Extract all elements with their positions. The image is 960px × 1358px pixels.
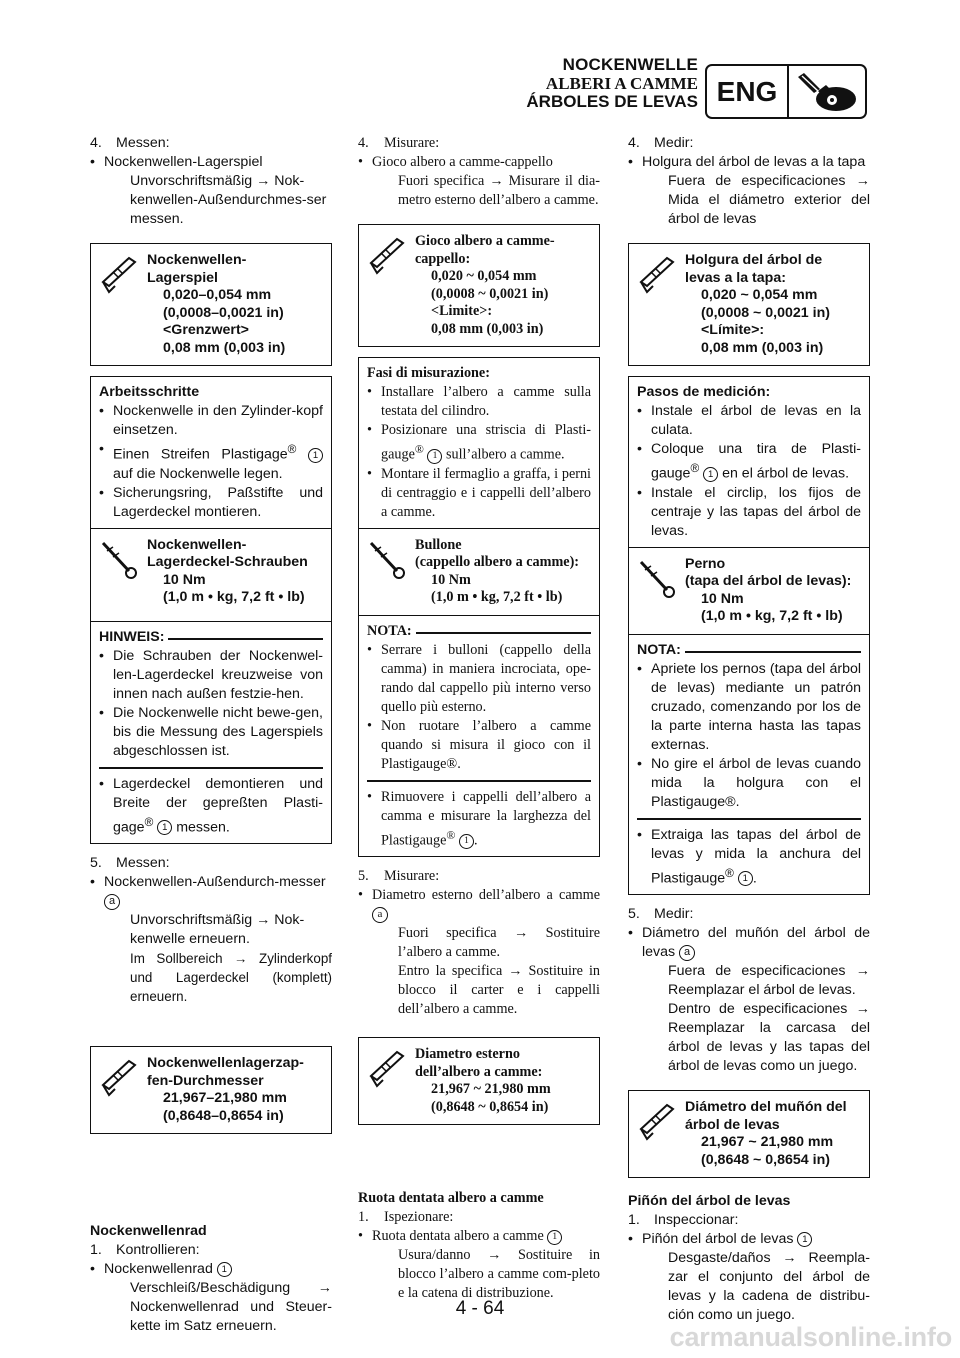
procedure-box — [358, 357, 600, 857]
note-item — [367, 717, 591, 774]
registered-mark: ® — [287, 442, 297, 456]
item-detail: Fuori specifica → Misurare il dia-metro esterno dell’albero a camme. — [398, 173, 600, 208]
step-title: Medir: — [654, 906, 694, 923]
item-text: . — [473, 832, 478, 849]
spec-value: (0,0008 ~ 0,0021 in) — [701, 304, 830, 321]
item-text: Diámetro del muñón del árbol de levas — [642, 925, 870, 961]
torque-value: (1,0 m • kg, 7,2 ft • lb) — [163, 589, 305, 606]
step-5 — [628, 905, 870, 924]
step-number: 5. — [358, 868, 369, 885]
item-detail: Fuori specifica → Sostituire l’albero a camme. — [398, 925, 600, 961]
spec-box — [628, 1090, 870, 1178]
item-detail: Fuera de especificaciones → Mida el diámetro exterior del árbol de levas — [668, 173, 870, 227]
item-text: Die Nockenwelle nicht bewe-gen, bis die Messung des Lagerspiels abgeschlossen ist. — [113, 704, 323, 759]
step-title: Ispezionare: — [384, 1209, 454, 1226]
callout-1: 1 — [157, 820, 172, 835]
step-5 — [358, 867, 600, 886]
item-detail: Im Sollbereich → Zylinderkopf und Lagerdeckel (komplett) erneuern. — [130, 951, 332, 1005]
registered-mark: ® — [414, 442, 424, 456]
list-item — [99, 484, 323, 522]
section-title: Nockenwellenrad — [90, 1223, 207, 1240]
spec-value: 21,967 ~ 21,980 mm — [701, 1134, 834, 1151]
torque-label: Bullone — [415, 536, 462, 553]
step-number: 4. — [628, 135, 640, 151]
spec-label: árbol de levas — [685, 1116, 780, 1133]
callout-1: 1 — [217, 1262, 232, 1277]
section-title: Ruota dentata albero a camme — [358, 1190, 544, 1207]
spec-box — [90, 1046, 332, 1134]
torque-wrench-icon — [91, 529, 147, 621]
item-detail: Desgaste/daños → Reempla-zar el conjunto del árbol de levas y la cadena de distribu-ción como un juego. — [668, 1250, 870, 1324]
item-detail: Unvorschriftsmäßig → Nok-kenwelle erneuern. — [130, 912, 305, 948]
divider — [99, 767, 323, 769]
step-number: 1. — [90, 1242, 102, 1259]
item-text: Piñón del árbol de levas — [642, 1231, 794, 1248]
spec-value: (0,0008–0,0021 in) — [163, 304, 284, 321]
list-item — [358, 886, 600, 924]
list-item — [367, 383, 591, 421]
item-text: Gioco albero a camme-cappello — [372, 154, 553, 170]
camshaft-icon — [789, 66, 865, 117]
spec-label: dell’albero a camme: — [415, 1063, 543, 1080]
item-text: Non ruotare l’albero a camme quando si misura il gioco con il Plastigauge®. — [381, 717, 591, 772]
step-number: 1. — [628, 1212, 640, 1229]
spec-value: (0,0008 ~ 0,0021 in) — [431, 285, 549, 302]
wrench-spec-icon — [359, 225, 415, 346]
callout-a: a — [679, 945, 695, 961]
spec-box — [358, 1037, 600, 1125]
torque-label: Lagerdeckel-Schrauben — [147, 554, 308, 571]
spec-value: 0,020 ~ 0,054 mm — [701, 287, 818, 303]
spec-value: (0,8648 ~ 0,8654 in) — [701, 1151, 830, 1168]
registered-mark: ® — [144, 814, 154, 829]
item-text: auf die Nockenwelle legen. — [113, 465, 283, 482]
item-text: Die Schrauben der Nockenwel-len-Lagerdeckel kreuzweise von innen nach außen festzie-hen. — [113, 647, 323, 702]
torque-label: (cappello albero a camme): — [415, 554, 580, 571]
list-item — [90, 1260, 332, 1279]
step-1 — [358, 1208, 600, 1227]
list-item — [90, 153, 332, 172]
item-text: Nockenwellenrad — [104, 1261, 213, 1278]
list-item — [90, 873, 332, 911]
wrench-spec-icon — [629, 244, 685, 365]
wrench-spec-icon — [91, 1047, 147, 1133]
step-title: Medir: — [654, 135, 694, 151]
registered-mark: ® — [725, 865, 734, 880]
torque-value: (1,0 m • kg, 7,2 ft • lb) — [701, 608, 843, 625]
list-item — [358, 1227, 600, 1246]
list-item — [99, 402, 323, 440]
step-title: Misurare: — [384, 135, 440, 151]
spec-limit-label: <Límite>: — [701, 322, 765, 338]
column-spanish — [628, 134, 870, 1325]
spec-limit-label: <Grenzwert> — [163, 322, 249, 338]
spec-label: Diámetro del muñón del — [685, 1099, 847, 1116]
item-text: Posizionare una striscia di Plasti-gauge — [381, 422, 591, 463]
spec-limit-label: <Limite>: — [431, 303, 493, 319]
registered-mark: ® — [690, 461, 700, 475]
step-1 — [90, 1241, 332, 1260]
spec-box — [90, 243, 332, 366]
procedure-box — [90, 376, 332, 844]
note-item — [637, 755, 861, 812]
callout-a: a — [104, 894, 120, 910]
list-item — [367, 421, 591, 465]
item-text: Einen Streifen Plastigage — [113, 446, 288, 463]
column-german — [90, 134, 332, 1336]
step-title: Inspeccionar: — [654, 1212, 739, 1229]
section-title: Piñón del árbol de levas — [628, 1193, 791, 1210]
spec-label: Nockenwellen- — [147, 252, 247, 268]
list-item — [628, 153, 870, 172]
callout-1: 1 — [547, 1230, 562, 1245]
step-title: Kontrollieren: — [116, 1242, 200, 1259]
item-text: Coloque una tira de Plasti-gauge — [651, 441, 861, 482]
procedure-title: Pasos de medición: — [637, 384, 771, 400]
item-text: Lagerdeckel demontieren und Breite der gepreßten Plasti-gage — [113, 775, 323, 836]
item-detail: Fuera de especificaciones → Reemplazar el árbol de levas. — [668, 963, 870, 999]
item-text: Nockenwellen-Lagerspiel — [104, 154, 263, 170]
step-number: 5. — [90, 855, 102, 872]
title-es: ÁRBOLES DE LEVAS — [526, 92, 698, 112]
step-title: Messen: — [116, 855, 170, 872]
note-item — [367, 641, 591, 717]
item-text: Installare l’albero a camme sulla testata del cilindro. — [381, 384, 591, 419]
item-text: Sicherungsring, Paßstifte und Lagerdeckel montieren. — [113, 484, 323, 520]
item-text: messen. — [176, 819, 230, 836]
spec-label: levas a la tapa: — [685, 269, 786, 286]
spec-label: Nockenwellenlagerzap- — [147, 1055, 304, 1072]
item-text: Instale el circlip, los fijos de centraje y las tapas del árbol de levas. — [651, 484, 861, 539]
torque-value: 10 Nm — [163, 571, 206, 588]
note-item — [99, 704, 323, 761]
note-item — [637, 660, 861, 755]
torque-value: (1,0 m • kg, 7,2 ft • lb) — [431, 589, 563, 606]
list-item — [628, 924, 870, 962]
eng-badge — [705, 64, 867, 119]
spec-label: Holgura del árbol de — [685, 252, 823, 268]
item-text: Serrare i bulloni (cappello della camma) in maniera incrociata, ope-rando dal cappello più interno verso quello più esterno. — [381, 641, 591, 715]
callout-1: 1 — [308, 448, 323, 463]
torque-label: Perno — [685, 555, 726, 572]
item-text: Rimuovere i cappelli dell’albero a camma e misurare la larghezza del Plastigauge — [381, 788, 591, 849]
item-text: Ruota dentata albero a camme — [372, 1228, 544, 1245]
spec-limit-value: 0,08 mm (0,003 in) — [431, 320, 544, 337]
registered-mark: ® — [446, 827, 456, 842]
note-title — [99, 628, 323, 647]
spec-value: (0,8648–0,8654 in) — [163, 1107, 284, 1124]
item-text: Apriete los pernos (tapa del árbol de levas) mediante un patrón cruzado, comenzando por los de la parte interna hasta las tapas externas. — [651, 660, 861, 753]
item-detail: Entro la specifica → Sostituire in blocco il carter e i cappelli dell’albero a camme. — [398, 963, 600, 1018]
callout-a: a — [372, 907, 388, 923]
item-detail: Verschleiß/Beschädigung → Nockenwellenrad und Steuer-kette im Satz erneuern. — [130, 1280, 332, 1335]
spec-value: 0,020 ~ 0,054 mm — [431, 268, 537, 284]
torque-wrench-icon — [629, 548, 685, 634]
item-text: Extraiga las tapas del árbol de levas y mida la anchura del Plastigauge — [651, 826, 861, 887]
section-header — [526, 56, 698, 112]
item-text: . — [752, 870, 757, 887]
list-item — [367, 465, 591, 522]
divider — [367, 780, 591, 782]
step-number: 1. — [358, 1209, 369, 1226]
spec-value: 0,020–0,054 mm — [163, 287, 272, 303]
note-item — [99, 647, 323, 704]
callout-1: 1 — [459, 834, 474, 849]
item-detail: Usura/danno → Sostituire in blocco l’albero a camme com-pleto e la catena di distribuzione. — [398, 1247, 600, 1302]
spec-box — [628, 243, 870, 366]
wrench-spec-icon — [629, 1091, 685, 1177]
torque-value: 10 Nm — [701, 590, 744, 607]
wrench-spec-icon — [91, 244, 147, 365]
item-text: Nockenwelle in den Zylinder-kopf einsetzen. — [113, 403, 323, 438]
divider — [637, 818, 861, 820]
item-text: sull’albero a camme. — [445, 446, 565, 463]
procedure-title: Arbeitsschritte — [99, 384, 200, 400]
item-text: Holgura del árbol de levas a la tapa — [642, 154, 866, 170]
note-title-text: NOTA: — [367, 622, 412, 639]
spec-value: 21,967 ~ 21,980 mm — [431, 1081, 551, 1098]
step-1 — [628, 1211, 870, 1230]
item-text: No gire el árbol de levas cuando mida la holgura con el Plastigauge®. — [651, 755, 861, 810]
watermark: carmanualsonline.info — [669, 1322, 952, 1352]
step-number: 4. — [90, 135, 102, 151]
step-title: Misurare: — [384, 868, 440, 885]
list-item — [628, 1230, 870, 1249]
note-title — [367, 622, 591, 641]
spec-label: Diametro esterno — [415, 1046, 520, 1063]
torque-wrench-icon — [359, 529, 415, 615]
spec-value: 21,967–21,980 mm — [163, 1090, 287, 1107]
list-item — [99, 775, 323, 838]
torque-label: (tapa del árbol de levas): — [685, 573, 852, 590]
list-item — [99, 440, 323, 484]
item-text: Diametro esterno dell’albero a camme — [372, 887, 600, 904]
list-item — [637, 484, 861, 541]
torque-value: 10 Nm — [431, 571, 471, 588]
eng-label: ENG — [707, 66, 789, 117]
list-item — [358, 153, 600, 172]
procedure-title: Fasi di misurazione: — [367, 365, 490, 381]
spec-limit-value: 0,08 mm (0,003 in) — [701, 339, 824, 356]
callout-1: 1 — [427, 449, 442, 464]
list-item — [637, 440, 861, 484]
list-item — [637, 402, 861, 440]
item-detail: Unvorschriftsmäßig → Nok-kenwellen-Außendurchmes-ser messen. — [130, 173, 327, 227]
item-text: Montare il fermaglio a graffa, i perni di centraggio e i cappelli dell’albero a camme. — [381, 465, 591, 520]
spec-value: (0,8648 ~ 0,8654 in) — [431, 1098, 549, 1115]
page-number: 4 - 64 — [455, 1298, 505, 1319]
item-text: Instale el árbol de levas en la culata. — [651, 403, 861, 438]
item-text: Nockenwellen-Außendurch-messer — [104, 874, 326, 891]
list-item — [367, 788, 591, 851]
spec-label: Lagerspiel — [147, 269, 218, 286]
spec-box — [358, 224, 600, 347]
spec-limit-value: 0,08 mm (0,003 in) — [163, 339, 286, 356]
step-4 — [358, 134, 600, 153]
spec-label: Gioco albero a camme- — [415, 233, 555, 249]
callout-1: 1 — [738, 871, 753, 886]
callout-1: 1 — [797, 1232, 812, 1247]
procedure-box — [628, 376, 870, 895]
wrench-spec-icon — [359, 1038, 415, 1124]
note-title — [637, 641, 861, 660]
note-title-text: NOTA: — [637, 641, 681, 658]
torque-label: Nockenwellen- — [147, 536, 247, 553]
step-4 — [90, 134, 332, 153]
callout-1: 1 — [703, 467, 718, 482]
title-de: NOCKENWELLE — [562, 55, 698, 74]
step-title: Messen: — [116, 135, 170, 151]
step-5 — [90, 854, 332, 873]
title-it: ALBERI A CAMME — [545, 73, 698, 93]
step-number: 4. — [358, 135, 369, 151]
list-item — [637, 826, 861, 889]
step-4 — [628, 134, 870, 153]
item-text: en el árbol de levas. — [722, 465, 850, 482]
item-detail: Dentro de especificaciones → Reemplazar la carcasa del árbol de levas y las tapas del árbol de levas como un juego. — [668, 1001, 870, 1075]
step-number: 5. — [628, 906, 640, 923]
spec-label: cappello: — [415, 250, 471, 267]
column-italian — [358, 134, 600, 1303]
note-title-text: HINWEIS: — [99, 628, 165, 645]
spec-label: fen-Durchmesser — [147, 1072, 264, 1089]
